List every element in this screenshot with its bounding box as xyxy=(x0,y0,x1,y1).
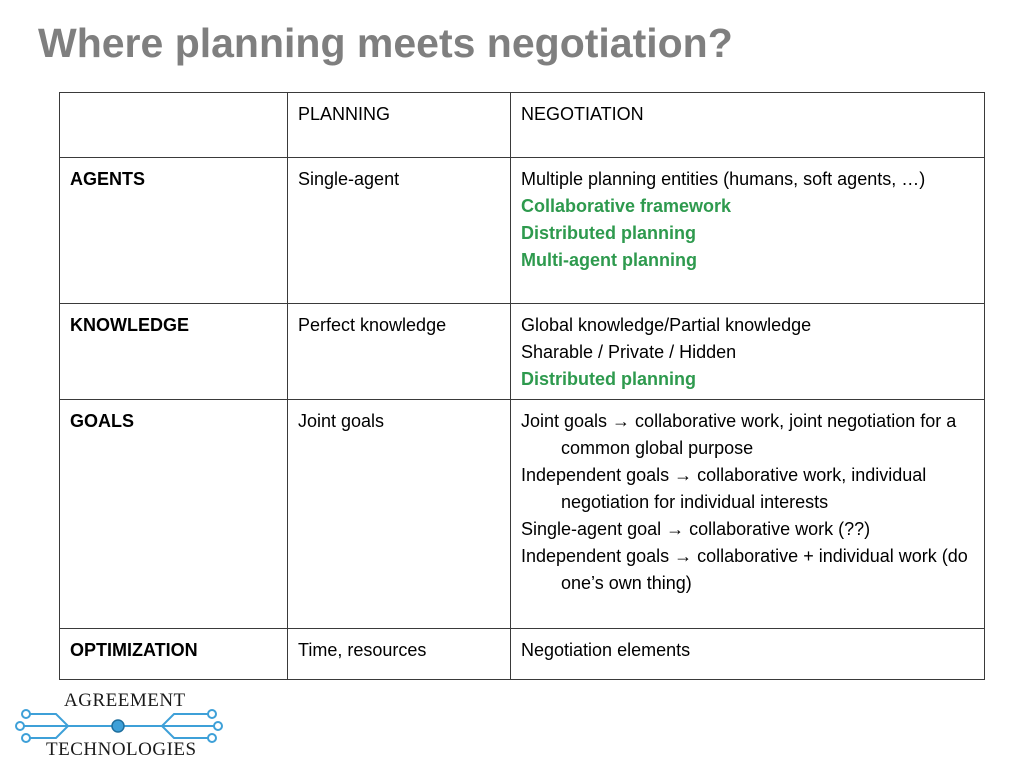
comparison-table xyxy=(59,92,985,680)
planning-cell-agents: Single-agent xyxy=(288,158,511,304)
planning-cell-goals: Joint goals xyxy=(288,400,511,629)
negotiation-line: Multiple planning entities (humans, soft agents, …) xyxy=(521,169,926,189)
negotiation-line: Single-agent goal → collaborative work (??) xyxy=(521,519,871,539)
table-row-goals xyxy=(60,400,985,629)
slide-title: Where planning meets negotiation? xyxy=(38,20,733,66)
table-header-row xyxy=(60,93,985,158)
agreement-technologies-logo xyxy=(12,692,226,762)
header-cell-planning: PLANNING xyxy=(288,93,511,158)
logo-text-technologies: TECHNOLOGIES xyxy=(46,739,197,760)
planning-cell-knowledge: Perfect knowledge xyxy=(288,304,511,400)
negotiation-cell-optimization xyxy=(511,629,985,680)
row-label-agents: AGENTS xyxy=(60,158,288,304)
negotiation-line-highlight: Distributed planning xyxy=(521,223,696,243)
logo-text-agreement: AGREEMENT xyxy=(64,690,186,711)
negotiation-line: Negotiation elements xyxy=(521,640,691,660)
table-row-optimization xyxy=(60,629,985,680)
negotiation-line-highlight: Distributed planning xyxy=(521,369,696,389)
header-cell-empty xyxy=(60,93,288,158)
header-cell-negotiation: NEGOTIATION xyxy=(511,93,985,158)
table-row-agents xyxy=(60,158,985,304)
negotiation-cell-knowledge xyxy=(511,304,985,400)
negotiation-line: Joint goals → collaborative work, joint negotiation for a common global purpose xyxy=(521,411,957,458)
negotiation-line-highlight: Multi-agent planning xyxy=(521,250,697,270)
negotiation-line: Independent goals → collaborative work, individual negotiation for individual interests xyxy=(521,465,927,512)
planning-cell-optimization: Time, resources xyxy=(288,629,511,680)
row-label-knowledge: KNOWLEDGE xyxy=(60,304,288,400)
negotiation-line-highlight: Collaborative framework xyxy=(521,196,732,216)
negotiation-line: Global knowledge/Partial knowledge xyxy=(521,315,812,335)
row-label-goals: GOALS xyxy=(60,400,288,629)
negotiation-line: Sharable / Private / Hidden xyxy=(521,342,737,362)
negotiation-cell-agents xyxy=(511,158,985,304)
negotiation-cell-goals xyxy=(511,400,985,629)
negotiation-line: Independent goals → collaborative + individual work (do one’s own thing) xyxy=(521,546,968,593)
row-label-optimization: OPTIMIZATION xyxy=(60,629,288,680)
table-row-knowledge xyxy=(60,304,985,400)
